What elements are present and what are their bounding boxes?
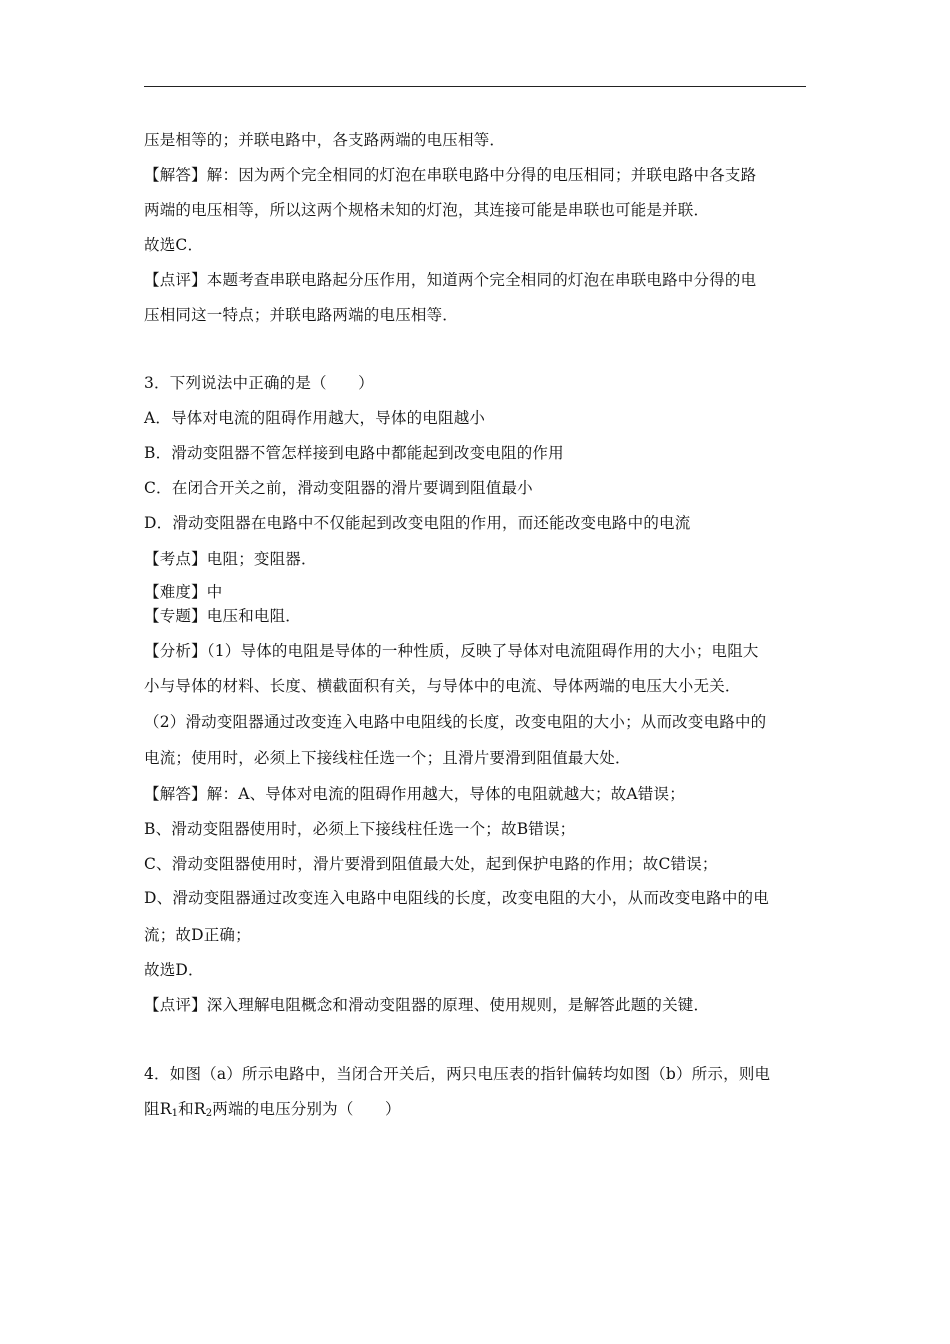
q3-answer-3: C、滑动变阻器使用时，滑片要滑到阻值最大处，起到保护电路的作用；故C错误；: [144, 855, 718, 873]
q4-subscript-2: 2: [205, 1108, 213, 1119]
prev-line-1: 压是相等的；并联电路中，各支路两端的电压相等．: [144, 131, 506, 149]
prev-line-4: 故选C．: [144, 236, 204, 254]
q3-answer-6: 故选D．: [144, 961, 204, 979]
prev-line-3: 两端的电压相等，所以这两个规格未知的灯泡，其连接可能是串联也可能是并联．: [144, 201, 710, 219]
prev-line-5: 【点评】本题考查串联电路起分压作用，知道两个完全相同的灯泡在串联电路中分得的电: [144, 271, 757, 289]
q4-text-a: 阻R: [144, 1100, 172, 1118]
prev-line-2: 【解答】解：因为两个完全相同的灯泡在串联电路中分得的电压相同；并联电路中各支路: [144, 166, 757, 184]
q3-answer-5: 流；故D正确；: [144, 926, 251, 944]
q3-answer-1: 【解答】解：A、导体对电流的阻碍作用越大，导体的电阻就越大；故A错误；: [144, 785, 685, 803]
q3-kaodian: 【考点】电阻；变阻器．: [144, 550, 317, 568]
q3-comment: 【点评】深入理解电阻概念和滑动变阻器的原理、使用规则，是解答此题的关键．: [144, 996, 710, 1014]
q3-answer-2: B、滑动变阻器使用时，必须上下接线柱任选一个；故B错误；: [144, 820, 576, 838]
q3-nandu: 【难度】中: [144, 583, 223, 601]
q4-text-b: 和R: [178, 1100, 206, 1118]
q4-line-1: 4．如图（a）所示电路中，当闭合开关后，两只电压表的指针偏转均如图（b）所示，则电: [144, 1065, 771, 1083]
q4-subscript-1: 1: [171, 1108, 179, 1119]
q3-zhuanti: 【专题】电压和电阻．: [144, 607, 302, 625]
q3-stem: 3．下列说法中正确的是（ ）: [144, 374, 374, 392]
q3-option-a: A．导体对电流的阻碍作用越大，导体的电阻越小: [144, 409, 486, 427]
q3-answer-4: D、滑动变阻器通过改变连入电路中电阻线的长度，改变电阻的大小，从而改变电路中的电: [144, 889, 769, 907]
header-rule: [144, 86, 806, 87]
q4-line-2: [144, 1099, 814, 1124]
q3-analysis-1: 【分析】（1）导体的电阻是导体的一种性质，反映了导体对电流阻碍作用的大小；电阻大: [144, 642, 759, 660]
q3-option-d: D．滑动变阻器在电路中不仅能起到改变电阻的作用，而还能改变电路中的电流: [144, 514, 691, 532]
q4-text-c: 两端的电压分别为（ ）: [212, 1100, 401, 1118]
q3-analysis-3: （2）滑动变阻器通过改变连入电路中电阻线的长度，改变电阻的大小；从而改变电路中的: [144, 713, 767, 731]
q3-option-b: B．滑动变阻器不管怎样接到电路中都能起到改变电阻的作用: [144, 444, 564, 462]
q3-analysis-4: 电流；使用时，必须上下接线柱任选一个；且滑片要滑到阻值最大处．: [144, 749, 631, 767]
q3-analysis-2: 小与导体的材料、长度、横截面积有关，与导体中的电流、导体两端的电压大小无关．: [144, 677, 741, 695]
q3-option-c: C．在闭合开关之前，滑动变阻器的滑片要调到阻值最小: [144, 479, 533, 497]
prev-line-6: 压相同这一特点；并联电路两端的电压相等．: [144, 306, 459, 324]
